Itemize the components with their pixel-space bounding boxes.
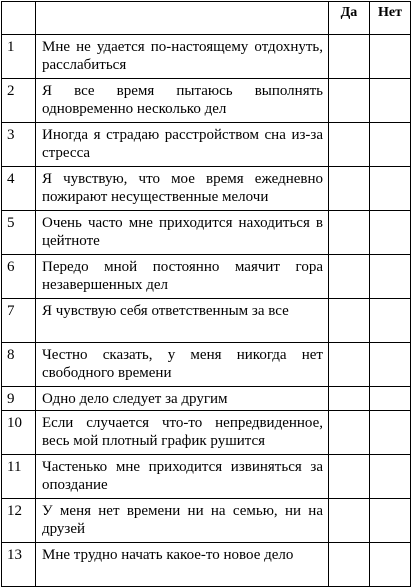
answer-yes-cell[interactable]: [329, 387, 370, 411]
answer-yes-cell[interactable]: [329, 299, 370, 343]
row-number: 2: [2, 79, 36, 123]
row-statement: Мне не удается по-настоящему отдохнуть, расслабиться: [36, 35, 329, 79]
answer-no-cell[interactable]: [370, 543, 411, 587]
row-number: 6: [2, 255, 36, 299]
table-row: [2, 35, 411, 79]
row-number: 3: [2, 123, 36, 167]
answer-no-cell[interactable]: [370, 211, 411, 255]
row-number: 12: [2, 499, 36, 543]
row-statement: Честно сказать, у меня никогда нет свободного времени: [36, 343, 329, 387]
table-row: [2, 79, 411, 123]
table-row: [2, 255, 411, 299]
answer-yes-cell[interactable]: [329, 79, 370, 123]
answer-no-cell[interactable]: [370, 255, 411, 299]
row-statement: Я все время пытаюсь выполнять одновременно несколько дел: [36, 79, 329, 123]
row-number: 4: [2, 167, 36, 211]
answer-no-cell[interactable]: [370, 79, 411, 123]
row-number: 11: [2, 455, 36, 499]
header-yes: Да: [329, 2, 370, 35]
answer-yes-cell[interactable]: [329, 211, 370, 255]
table-row: [2, 455, 411, 499]
row-statement: Мне трудно начать какое-то новое дело: [36, 543, 329, 587]
answer-yes-cell[interactable]: [329, 499, 370, 543]
row-statement: Частенько мне приходится извиняться за опоздание: [36, 455, 329, 499]
table-row: [2, 499, 411, 543]
answer-no-cell[interactable]: [370, 123, 411, 167]
answer-yes-cell[interactable]: [329, 255, 370, 299]
answer-yes-cell[interactable]: [329, 543, 370, 587]
answer-yes-cell[interactable]: [329, 123, 370, 167]
table-row: [2, 387, 411, 411]
answer-no-cell[interactable]: [370, 343, 411, 387]
answer-no-cell[interactable]: [370, 499, 411, 543]
row-statement: Если случается что-то непредвиденное, весь мой плотный график рушится: [36, 411, 329, 455]
row-statement: Одно дело следует за другим: [36, 387, 329, 411]
answer-no-cell[interactable]: [370, 167, 411, 211]
table-row: [2, 167, 411, 211]
row-statement: Я чувствую себя ответственным за все: [36, 299, 329, 343]
table-row: [2, 343, 411, 387]
row-statement: Очень часто мне приходится находиться в цейтноте: [36, 211, 329, 255]
row-number: 7: [2, 299, 36, 343]
table-row: [2, 411, 411, 455]
questionnaire-table: [1, 1, 411, 587]
header-no: Нет: [370, 2, 411, 35]
row-statement: Иногда я страдаю расстройством сна из-за стресса: [36, 123, 329, 167]
table-row: [2, 543, 411, 587]
row-number: 10: [2, 411, 36, 455]
answer-yes-cell[interactable]: [329, 35, 370, 79]
answer-yes-cell[interactable]: [329, 343, 370, 387]
table-row: [2, 211, 411, 255]
row-statement: Передо мной постоянно маячит гора незавершенных дел: [36, 255, 329, 299]
row-number: 5: [2, 211, 36, 255]
header-statement: [36, 2, 329, 35]
row-number: 1: [2, 35, 36, 79]
answer-yes-cell[interactable]: [329, 411, 370, 455]
answer-no-cell[interactable]: [370, 411, 411, 455]
row-number: 9: [2, 387, 36, 411]
answer-no-cell[interactable]: [370, 299, 411, 343]
row-statement: У меня нет времени ни на семью, ни на друзей: [36, 499, 329, 543]
answer-yes-cell[interactable]: [329, 455, 370, 499]
table-row: [2, 299, 411, 343]
header-row: [2, 2, 411, 35]
row-number: 13: [2, 543, 36, 587]
answer-no-cell[interactable]: [370, 35, 411, 79]
row-statement: Я чувствую, что мое время ежедневно пожирают несущественные мелочи: [36, 167, 329, 211]
row-number: 8: [2, 343, 36, 387]
answer-no-cell[interactable]: [370, 387, 411, 411]
table-row: [2, 123, 411, 167]
header-number: [2, 2, 36, 35]
answer-no-cell[interactable]: [370, 455, 411, 499]
answer-yes-cell[interactable]: [329, 167, 370, 211]
